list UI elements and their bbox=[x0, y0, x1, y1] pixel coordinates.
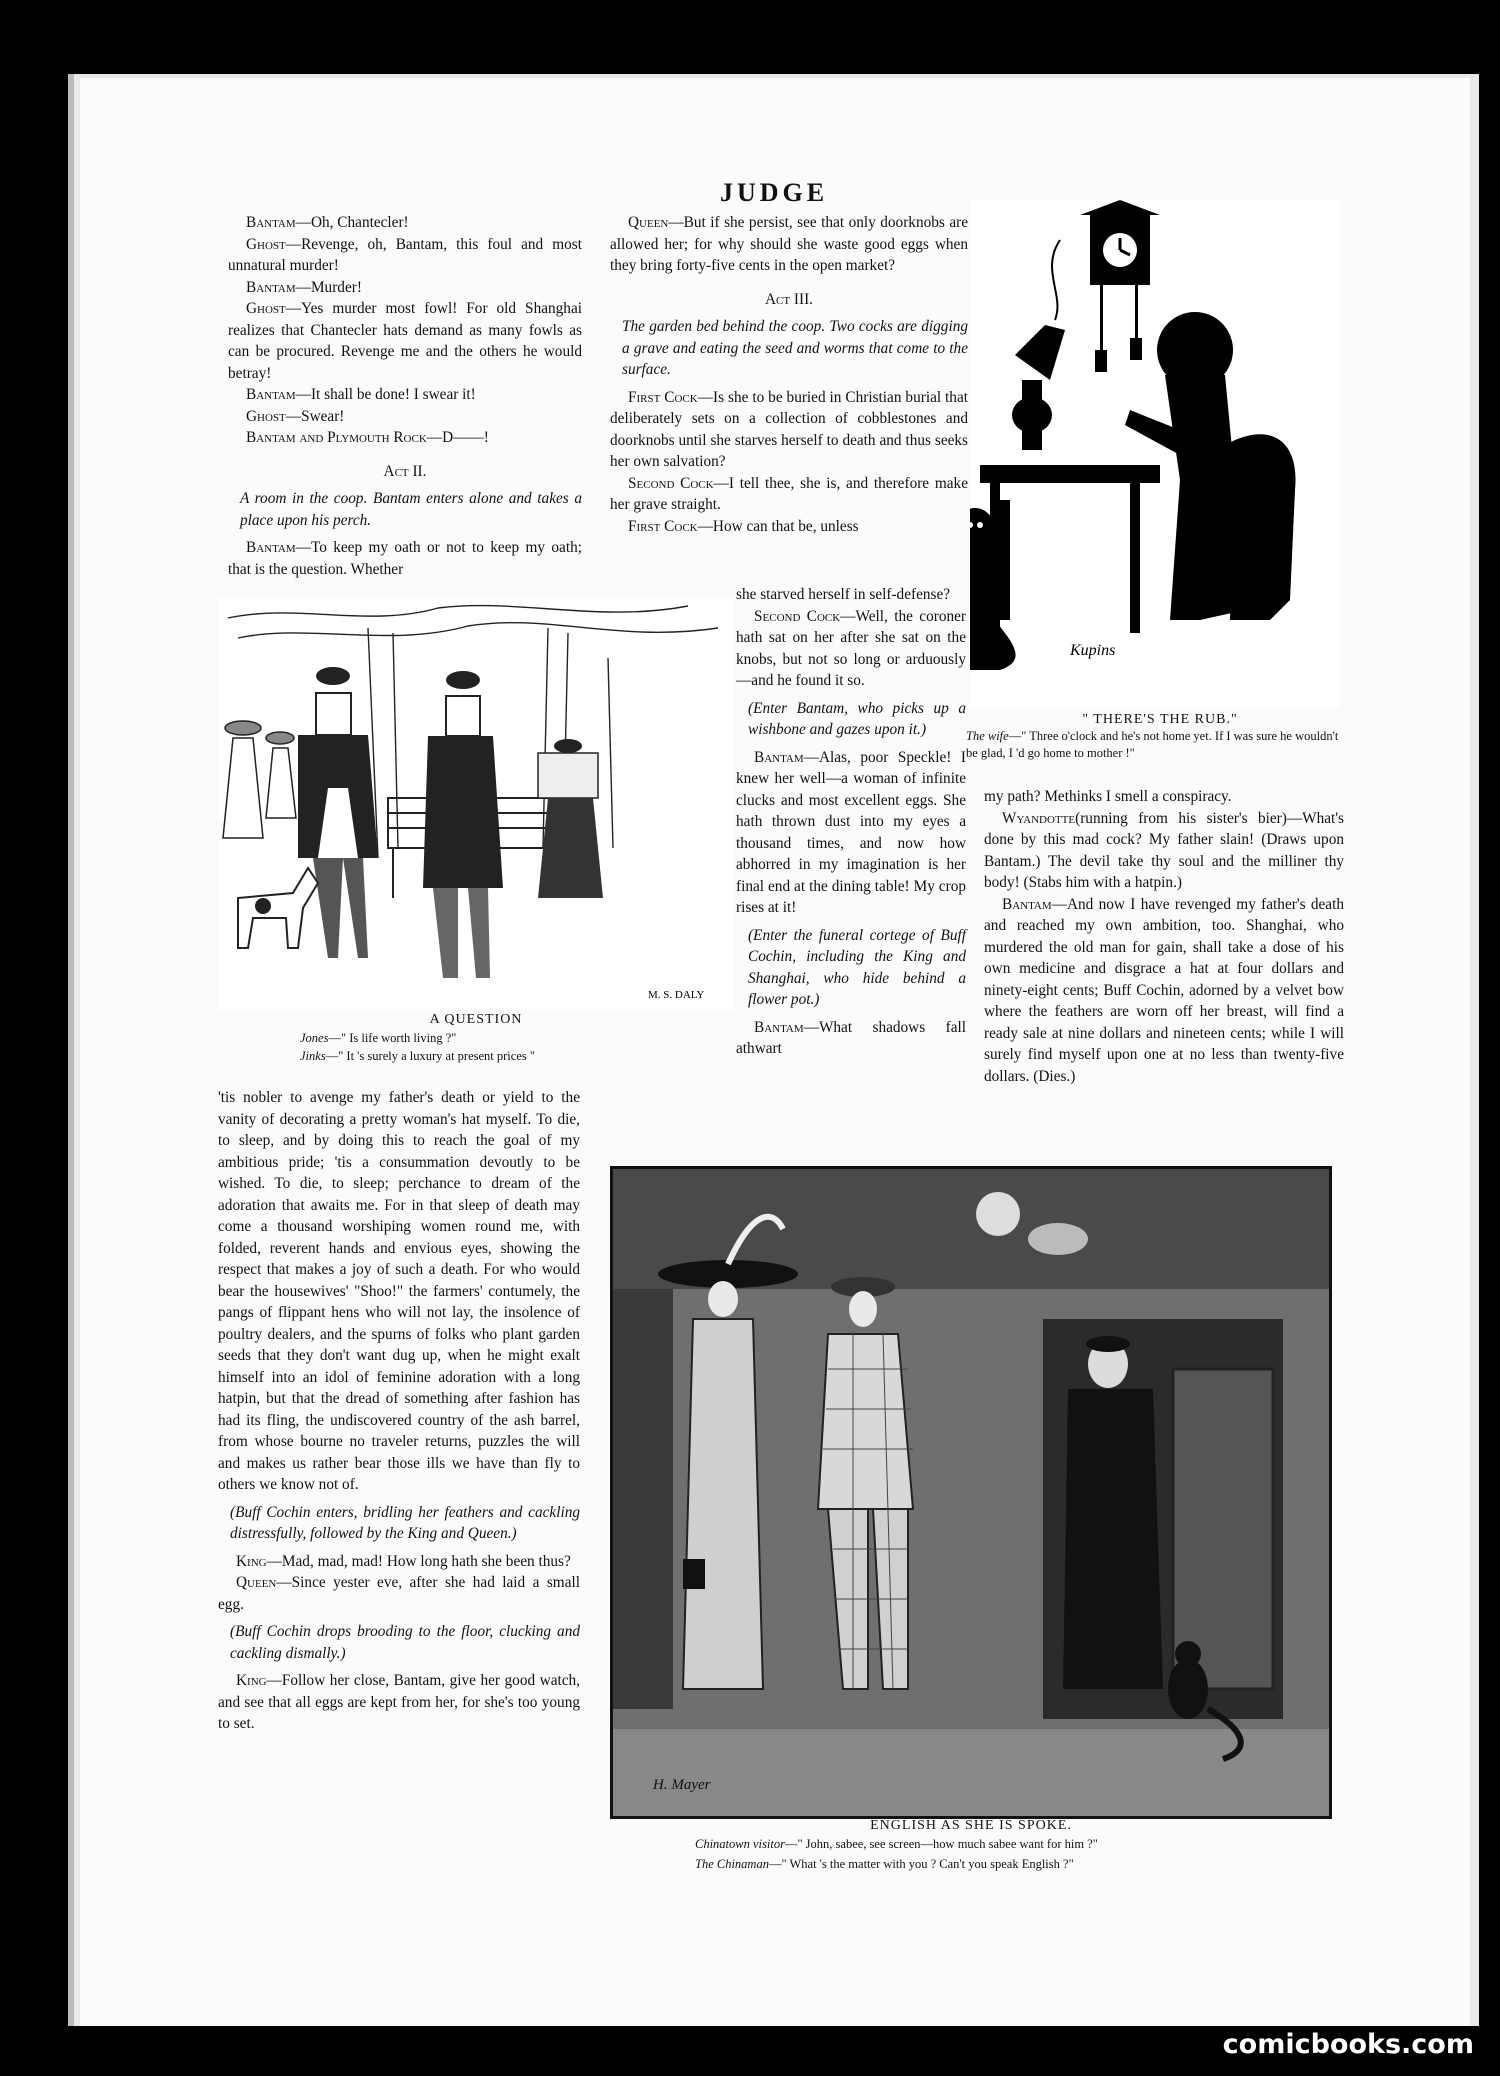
speech-paragraph bbox=[610, 473, 968, 516]
caption-line bbox=[966, 728, 1346, 762]
cartoon-english-as-she-is-spoke bbox=[610, 1166, 1332, 1819]
speech-text: —It shall be done! I swear it! bbox=[295, 386, 476, 403]
speaker-name: Ghost bbox=[246, 300, 286, 317]
speech-paragraph bbox=[736, 1017, 966, 1060]
text-column-right bbox=[984, 786, 1344, 1087]
speech-paragraph bbox=[228, 384, 582, 406]
speech-paragraph bbox=[218, 1551, 580, 1573]
speaker-name: Second Cock bbox=[628, 474, 714, 492]
caption-dialogue: —" Is life worth living ?" bbox=[328, 1031, 457, 1045]
speech-text: —I tell thee, she is, and therefore make her grave straight. bbox=[610, 474, 968, 513]
act-heading: Act III. bbox=[764, 290, 814, 308]
speaker-name: Second Cock bbox=[754, 607, 841, 625]
speech-paragraph bbox=[218, 1670, 580, 1735]
cartoon-theres-the-rub bbox=[970, 200, 1340, 708]
speaker-name: Bantam bbox=[246, 278, 296, 296]
cartoon-signature: M. S. DALY bbox=[648, 989, 705, 1001]
speech-paragraph bbox=[228, 537, 582, 580]
watermark: comicbooks.com bbox=[1222, 2029, 1474, 2060]
speech-paragraph bbox=[228, 277, 582, 299]
caption-dialogue: —" What 's the matter with you ? Can't you speak English ?" bbox=[768, 1857, 1074, 1871]
speech-text: (running from his sister's bier)—What's done by this mad cock? My father slain! (Draws upon Bantam.) The devil take thy soul and the milliner thy body! (Stabs him with a hatpin.) bbox=[984, 809, 1344, 891]
speech-paragraph bbox=[228, 406, 582, 428]
speech-paragraph bbox=[610, 516, 968, 538]
caption-speaker: The wife bbox=[966, 729, 1009, 743]
speech-text: —Mad, mad, mad! How long hath she been thus? bbox=[266, 1552, 571, 1570]
text-paragraph: 'tis nobler to avenge my father's death or yield to the vanity of decorating a pretty woman's hat myself. To die, to sleep, and by doing this to reach the goal of my ambitious pride; 'tis a consummation devoutly to be wished. To die, to sleep; perchance to dream of the adoration that awaits me. For in that sleep of death may come a thousand worshiping women round me, with folded, reverent hands and envious eyes, showing the respect that makes a joy of such a death. For who would bear the housewives' "Shoo!" the farmers' contumely, the pangs of flippant hens who will not lay, the insolence of poultry dealers, and the spurns of folks who plant garden seeds that they don't want dug up, when he might exalt himself into an idol of feminine adoration with a long hatpin, but that the dread of something after fashion has had its fling, the undiscovered country of the ash barrel, from whose bourne no traveler returns, puzzles the will and makes us rather bear those ills we have than fly to others we know not of. bbox=[218, 1089, 580, 1493]
caption-line bbox=[695, 1837, 1315, 1852]
speech-text: —Swear! bbox=[285, 407, 345, 425]
speech-text: —Well, the coroner hath sat on her after she sat on the knobs, but not so long or arduously—and he found it so. bbox=[736, 607, 967, 689]
speech-text: —But if she persist, see that only doorknobs are allowed her; for why should she waste good eggs when they bring forty-five cents in the open market? bbox=[610, 214, 968, 274]
speaker-name: King bbox=[236, 1672, 267, 1689]
cartoon-signature: Kupins bbox=[1070, 642, 1116, 659]
speech-paragraph bbox=[228, 234, 582, 277]
text-paragraph: she starved herself in self-defense? bbox=[736, 586, 951, 603]
speech-text: —D——! bbox=[426, 429, 489, 446]
speech-text: —Yes murder most fowl! For old Shanghai realizes that Chantecler hats demand as many fowls as can be procured. Revenge me and the others he would betray! bbox=[228, 300, 582, 382]
stage-direction: The garden bed behind the coop. Two cocks are digging a grave and eating the seed and worms that come to the surface. bbox=[622, 318, 968, 378]
text-paragraph: my path? Methinks I smell a conspiracy. bbox=[984, 788, 1232, 805]
speaker-name: First Cock bbox=[628, 388, 698, 406]
speech-text: —Murder! bbox=[295, 278, 362, 296]
speech-paragraph bbox=[228, 212, 582, 234]
cartoon-signature: H. Mayer bbox=[653, 1777, 711, 1793]
caption-speaker: Chinatown visitor bbox=[695, 1837, 785, 1851]
speaker-name: Wyandotte bbox=[1002, 809, 1076, 827]
speech-text: —To keep my oath or not to keep my oath; that is the question. Whether bbox=[228, 539, 582, 578]
speaker-name: Bantam bbox=[754, 1018, 804, 1036]
speech-text: —Since yester eve, after she had laid a small egg. bbox=[218, 1574, 580, 1613]
stage-direction: (Buff Cochin enters, bridling her feathers and cackling distressfully, followed by the King and Queen.) bbox=[230, 1503, 580, 1542]
cartoon-title: ENGLISH AS SHE IS SPOKE. bbox=[870, 1818, 1072, 1833]
speaker-name: Ghost bbox=[246, 407, 286, 425]
speech-text: —And now I have revenged my father's death and reached my own ambition, too. Shanghai, who murdered the old man for gain, shall take a dose of his own medicine and disgrace a hat at four dollars and ninety-eight cents; Buff Cochin, adorned by a velvet bow where the feathers are worn off her breast, will find a ready sale at nine dollars and nineteen cents; while I will surely find myself upon one at no less than twenty-five dollars. (Dies.) bbox=[984, 895, 1344, 1085]
speech-text: —Oh, Chantecler! bbox=[295, 214, 409, 231]
speaker-name: Queen bbox=[628, 214, 669, 231]
stage-direction: A room in the coop. Bantam enters alone and takes a place upon his perch. bbox=[240, 490, 582, 529]
caption-speaker: The Chinaman bbox=[695, 1857, 769, 1871]
speech-paragraph bbox=[218, 1572, 580, 1615]
text-column-left-bottom bbox=[218, 1087, 580, 1735]
silhouette-illustration bbox=[970, 200, 1340, 708]
speech-text: —How can that be, unless bbox=[697, 517, 859, 535]
speech-paragraph bbox=[736, 747, 966, 919]
cartoon-title: " THERE'S THE RUB." bbox=[1082, 712, 1238, 727]
speech-paragraph bbox=[984, 808, 1344, 894]
speech-paragraph bbox=[228, 427, 582, 449]
caption-dialogue: —" John, sabee, see screen—how much sabee want for him ?" bbox=[784, 1837, 1098, 1851]
text-column-middle-top bbox=[610, 212, 968, 537]
speaker-name: Ghost bbox=[246, 235, 286, 253]
speech-text: —Is she to be buried in Christian burial that deliberately sets on a collection of cobblestones and doorknobs until she starves herself to death and thus seeks her own salvation? bbox=[610, 388, 968, 470]
park-scene-illustration bbox=[218, 598, 734, 1010]
masthead: JUDGE bbox=[720, 178, 829, 207]
speech-text: —Follow her close, Bantam, give her good watch, and see that all eggs are kept from her, for she's too young to set. bbox=[218, 1672, 580, 1732]
speech-paragraph bbox=[228, 298, 582, 384]
chinatown-shop-illustration bbox=[613, 1169, 1329, 1816]
speech-paragraph bbox=[736, 606, 966, 692]
speaker-name: Bantam bbox=[246, 214, 296, 231]
text-column-narrow bbox=[736, 584, 966, 1060]
caption-line bbox=[300, 1031, 730, 1046]
speaker-name: Bantam bbox=[1002, 895, 1052, 913]
speaker-name: Bantam bbox=[246, 386, 296, 403]
caption-line bbox=[300, 1049, 730, 1064]
caption-speaker: Jones bbox=[300, 1031, 329, 1045]
cartoon-a-question bbox=[218, 598, 734, 1010]
act-heading: Act II. bbox=[383, 462, 427, 480]
speaker-name: Queen bbox=[236, 1574, 277, 1591]
speech-text: —What shadows fall athwart bbox=[736, 1018, 966, 1057]
stage-direction: (Enter Bantam, who picks up a wishbone and gazes upon it.) bbox=[748, 699, 966, 738]
speech-paragraph bbox=[610, 387, 968, 473]
text-column-left-top bbox=[228, 212, 582, 580]
speech-text: —Alas, poor Speckle! I knew her well—a woman of infinite clucks and most excellent eggs. She hath thrown dust into my eyes a thousand times, and now how abhorred in my imagination is her final end at the dining table! My crop rises at it! bbox=[736, 748, 966, 916]
speaker-name: Bantam and Plymouth Rock bbox=[246, 429, 427, 446]
cartoon-title: A QUESTION bbox=[429, 1012, 523, 1027]
speaker-name: First Cock bbox=[628, 517, 698, 535]
caption-dialogue: —" It 's surely a luxury at present prices " bbox=[325, 1049, 535, 1063]
caption-dialogue: —" Three o'clock and he's not home yet. If I was sure he wouldn't be glad, I 'd go home to mother !" bbox=[966, 729, 1339, 760]
speech-paragraph bbox=[610, 212, 968, 277]
speaker-name: Bantam bbox=[246, 539, 296, 556]
speech-text: —Revenge, oh, Bantam, this foul and most unnatural murder! bbox=[228, 235, 582, 274]
speaker-name: King bbox=[236, 1552, 267, 1570]
caption-line bbox=[695, 1857, 1315, 1872]
stage-direction: (Enter the funeral cortege of Buff Cochin, including the King and Shanghai, who hide behind a flower pot.) bbox=[748, 926, 966, 1008]
speaker-name: Bantam bbox=[754, 748, 804, 766]
caption-speaker: Jinks bbox=[300, 1049, 326, 1063]
stage-direction: (Buff Cochin drops brooding to the floor, clucking and cackling dismally.) bbox=[230, 1623, 580, 1662]
speech-paragraph bbox=[984, 894, 1344, 1088]
